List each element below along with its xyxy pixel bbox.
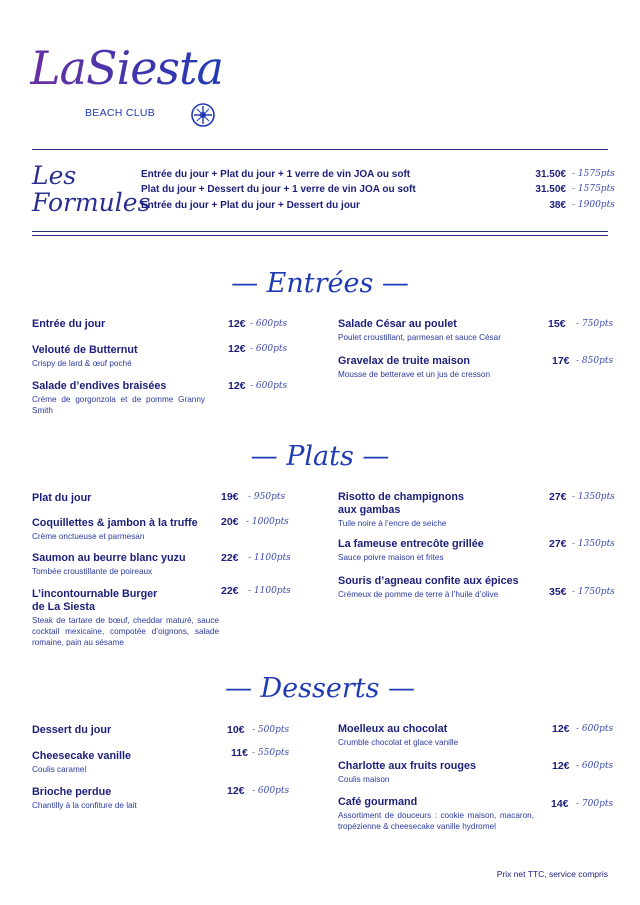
item-price: 11€: [231, 747, 248, 759]
menu-item: [32, 724, 212, 737]
item-price: 27€: [549, 491, 567, 503]
item-price: 10€: [227, 724, 245, 736]
formules-title-line2: Formules: [32, 188, 151, 217]
item-price: 12€: [228, 318, 246, 330]
formule-row-1-pts: - 1575pts: [572, 169, 615, 179]
menu-item: [32, 380, 205, 416]
menu-item: [32, 588, 219, 648]
item-points: - 1350pts: [572, 539, 615, 549]
menu-item: [32, 552, 222, 577]
item-description: Crumble chocolat et glace vanille: [338, 738, 459, 747]
item-name: Coquillettes & jambon à la truffe: [32, 517, 198, 529]
menu-item: [338, 723, 543, 748]
item-price: 12€: [552, 760, 570, 772]
formules-top-rule: [32, 149, 608, 150]
item-description: Steak de tartare de bœuf, cheddar maturé, sauce cocktail mexicaine, compotée d’oignons, salade romaine, pain au sésame: [32, 616, 219, 647]
item-description: Sauce poivre maison et frites: [338, 553, 444, 562]
menu-item: [32, 750, 212, 775]
formules-bottom-rule-1: [32, 231, 608, 232]
logo-wordmark: LaSiesta: [30, 38, 223, 98]
item-points: - 600pts: [576, 761, 614, 771]
item-description: Crème de gorgonzola et de pomme Granny Smith: [32, 395, 205, 415]
menu-item: [32, 786, 212, 811]
item-points: - 700pts: [576, 799, 614, 809]
item-points: - 600pts: [250, 319, 288, 329]
item-description: Crème onctueuse et parmesan: [32, 532, 145, 541]
item-description: Tuile noire à l’encre de seiche: [338, 519, 447, 528]
item-points: - 600pts: [250, 381, 288, 391]
menu-item: [338, 575, 543, 600]
item-name: Souris d’agneau confite aux épices: [338, 575, 519, 587]
formule-row-3-text: Entrée du jour + Plat du jour + Dessert du jour: [141, 200, 360, 211]
formule-row-2-pts: - 1575pts: [572, 184, 615, 194]
item-name: Plat du jour: [32, 492, 92, 504]
item-name: Cheesecake vanille: [32, 750, 132, 762]
menu-item: [338, 491, 543, 529]
item-points: - 500pts: [252, 725, 290, 735]
item-name: Salade d’endives braisées: [32, 380, 167, 392]
plats-title: — Plats —: [250, 441, 390, 472]
formule-row-1-text: Entrée du jour + Plat du jour + 1 verre de vin JOA ou soft: [141, 169, 411, 180]
beach-club-emblem-icon: [188, 100, 218, 130]
item-points: - 1100pts: [248, 553, 291, 563]
menu-item: [338, 796, 534, 832]
item-name: Charlotte aux fruits rouges: [338, 760, 476, 772]
item-price: 19€: [221, 491, 239, 503]
item-price: 12€: [228, 343, 246, 355]
formules-title-line1: Les: [32, 161, 77, 190]
item-points: - 950pts: [248, 492, 286, 502]
item-name: Entrée du jour: [32, 318, 106, 330]
menu-item: [338, 760, 543, 785]
item-price: 22€: [221, 585, 239, 597]
item-price: 12€: [228, 380, 246, 392]
item-points: - 1750pts: [572, 587, 615, 597]
item-price: 17€: [552, 355, 570, 367]
item-price: 12€: [552, 723, 570, 735]
item-price: 14€: [551, 798, 569, 810]
item-points: - 1100pts: [248, 586, 291, 596]
menu-item: [32, 344, 212, 369]
formules-bottom-rule-2: [32, 235, 608, 236]
formule-row-2-text: Plat du jour + Dessert du jour + 1 verre de vin JOA ou soft: [141, 184, 416, 195]
formule-row-3-pts: - 1900pts: [572, 200, 615, 210]
item-points: - 600pts: [252, 786, 290, 796]
item-description: Tombée croustillante de poireaux: [32, 567, 153, 576]
item-points: - 750pts: [576, 319, 614, 329]
item-price: 15€: [548, 318, 566, 330]
menu-item: [32, 517, 222, 542]
item-price: 22€: [221, 552, 239, 564]
item-name: La fameuse entrecôte grillée: [338, 538, 484, 550]
item-points: - 1350pts: [572, 492, 615, 502]
menu-item: [338, 355, 543, 380]
item-points: - 600pts: [576, 724, 614, 734]
item-description: Chantilly à la confiture de lait: [32, 801, 137, 810]
item-price: 20€: [221, 516, 239, 528]
item-price: 35€: [549, 586, 567, 598]
item-name-line2: aux gambas: [338, 504, 401, 516]
item-description: Mousse de betterave et un jus de cresson: [338, 370, 491, 379]
footer-note: Prix net TTC, service compris: [496, 869, 608, 879]
item-name: Salade César au poulet: [338, 318, 457, 330]
menu-item: [338, 538, 543, 563]
item-name: Moelleux au chocolat: [338, 723, 448, 735]
item-name-line1: Risotto de champignons: [338, 491, 464, 503]
item-name: Velouté de Butternut: [32, 344, 138, 356]
logo-subtitle: BEACH CLUB: [85, 107, 156, 119]
item-points: - 1000pts: [246, 517, 289, 527]
formule-row-2-price: 31.50€: [535, 184, 566, 195]
formule-row-1-price: 31.50€: [535, 169, 566, 180]
item-description: Crispy de lard & œuf poché: [32, 359, 132, 368]
item-description: Poulet croustillant, parmesan et sauce César: [338, 333, 501, 342]
menu-item: [32, 318, 212, 331]
item-description: Coulis maison: [338, 775, 390, 784]
item-description: Crémeux de pomme de terre à l’huile d’olive: [338, 590, 499, 599]
item-price: 27€: [549, 538, 567, 550]
item-name-line1: L’incontournable Burger: [32, 588, 158, 600]
formule-row-3-price: 38€: [549, 200, 566, 211]
item-points: - 600pts: [250, 344, 288, 354]
item-points: - 850pts: [576, 356, 614, 366]
la-siesta-logo: [30, 38, 223, 128]
formules-title: [32, 162, 150, 216]
menu-item: [32, 492, 212, 505]
item-name: Dessert du jour: [32, 724, 112, 736]
item-name: Saumon au beurre blanc yuzu: [32, 552, 186, 564]
item-description: Coulis caramel: [32, 765, 87, 774]
menu-item: [338, 318, 538, 343]
item-price: 12€: [227, 785, 245, 797]
item-points: - 550pts: [252, 748, 290, 758]
item-name: Café gourmand: [338, 796, 418, 808]
entrees-title: — Entrées —: [231, 268, 409, 299]
desserts-title: — Desserts —: [224, 673, 416, 704]
item-name-line2: de La Siesta: [32, 601, 96, 613]
item-name: Gravelax de truite maison: [338, 355, 471, 367]
item-description: Assortiment de douceurs : cookie maison, macaron, tropézienne & cheesecake vanille hydromel: [338, 811, 534, 831]
item-name: Brioche perdue: [32, 786, 112, 798]
